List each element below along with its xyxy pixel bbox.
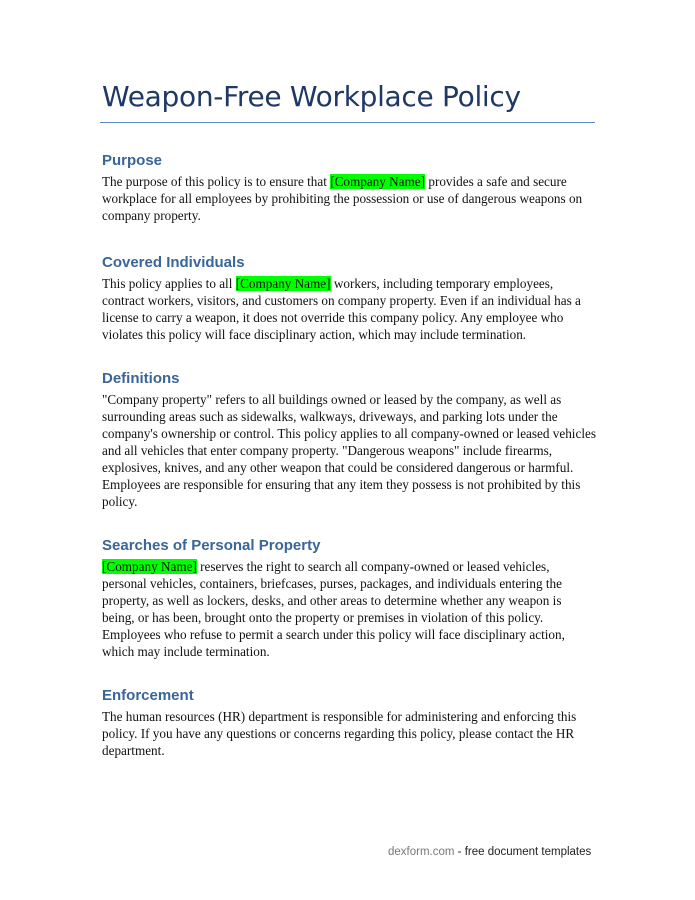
company-name-placeholder: [Company Name]	[235, 276, 331, 291]
section-searches	[102, 536, 597, 660]
section-enforcement	[102, 686, 597, 759]
section-definitions	[102, 369, 597, 510]
section-covered-individuals	[102, 253, 597, 343]
footer-tagline: - free document templates	[454, 846, 592, 858]
section-body: This policy applies to all [Company Name] workers, including temporary employees, contract workers, visitors, and customers on company property. Even if an individual has a license to carry a weapon, it does not override this company policy. Any employee who violates this policy will face disciplinary action, which may include termination.	[102, 276, 581, 342]
section-heading: Enforcement	[102, 687, 194, 704]
section-heading: Purpose	[102, 152, 163, 169]
footer	[388, 846, 591, 858]
footer-brand-link[interactable]: dexform.com	[388, 846, 455, 858]
section-heading: Searches of Personal Property	[102, 537, 321, 554]
section-body: The purpose of this policy is to ensure that [Company Name] provides a safe and secure workplace for all employees by prohibiting the possession or use of dangerous weapons on company property.	[102, 174, 583, 223]
company-name-placeholder: [Company Name]	[102, 559, 197, 574]
section-body: The human resources (HR) department is responsible for administering and enforcing this policy. If you have any questions or concerns regarding this policy, please contact the HR department.	[102, 709, 577, 758]
title-divider	[100, 122, 595, 123]
section-heading: Definitions	[102, 370, 180, 387]
section-heading: Covered Individuals	[102, 254, 245, 271]
page-title: Weapon-Free Workplace Policy	[102, 80, 521, 113]
section-body: [Company Name] reserves the right to search all company-owned or leased vehicles, personal vehicles, containers, briefcases, purses, packages, and individuals entering the property, as well as lockers, desks, and other areas to determine whether any weapon is being, or has been, brought onto the property or premises in violation of this policy. Employees who refuse to permit a search under this policy will face disciplinary action, which may include termination.	[102, 559, 565, 659]
section-purpose	[102, 151, 597, 224]
company-name-placeholder: [Company Name]	[330, 174, 426, 189]
section-body: "Company property" refers to all buildings owned or leased by the company, as well as surrounding areas such as sidewalks, walkways, driveways, and parking lots under the company's ownership or control. This policy applies to all company-owned or leased vehicles and all vehicles that enter company property. "Dangerous weapons" include firearms, explosives, knives, and any other weapon that could be considered dangerous or harmful. Employees are responsible for ensuring that any item they possess is not prohibited by this policy.	[102, 392, 596, 509]
